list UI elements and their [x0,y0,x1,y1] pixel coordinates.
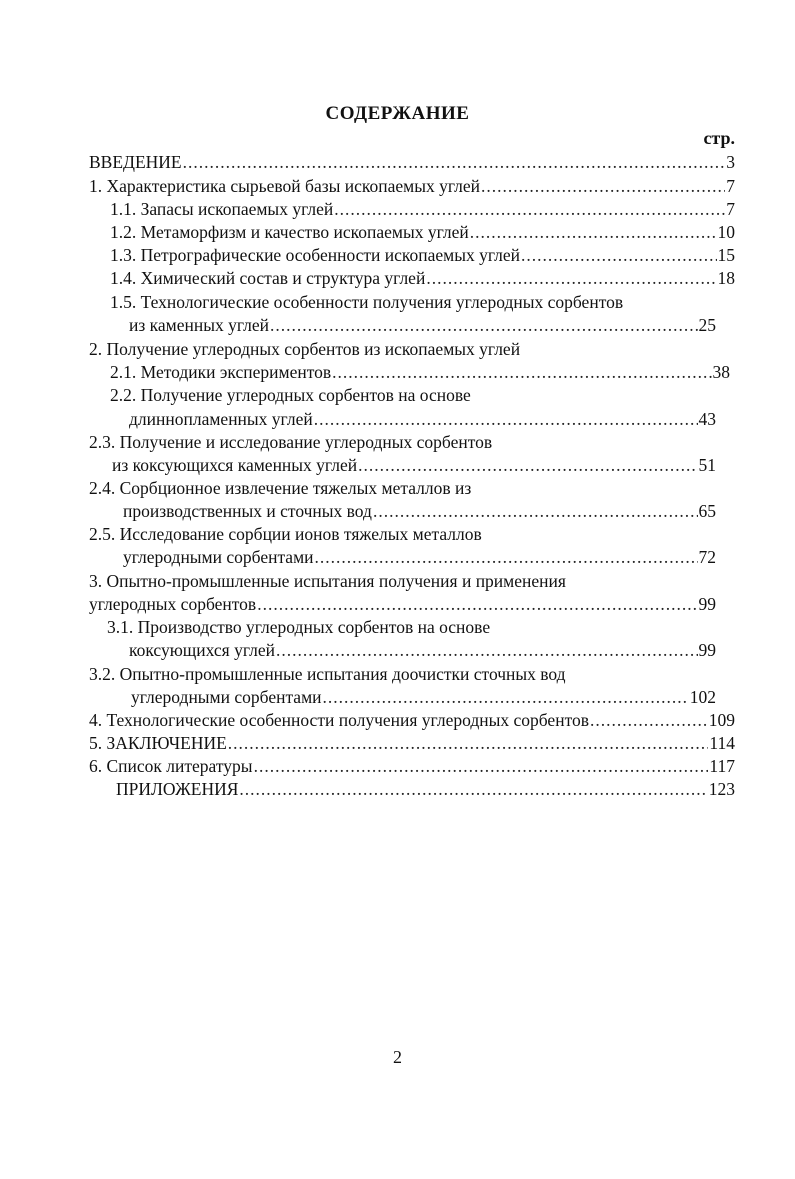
toc-entry-section-1-3[interactable] [110,244,735,267]
toc-entry-text: углеродными сорбентами [131,687,322,707]
page-title: СОДЕРЖАНИЕ [325,103,470,124]
toc-entry-section-2-5-line1[interactable]: 2.5. Исследование сорбции ионов тяжелых металлов [89,524,482,544]
toc-entry-page: 99 [698,640,716,660]
leader-dots [590,709,708,732]
toc-entry-text: 1. Характеристика сырьевой базы ископаемых углей [89,176,481,196]
leader-dots [314,408,698,431]
toc-entry-page: 123 [708,779,735,799]
toc-entry-text: углеродных сорбентов [89,594,257,614]
toc-entry-text: 1.3. Петрографические особенности ископаемых углей [110,245,521,265]
toc-entry-section-2-2-line2[interactable] [129,408,716,431]
page-column-label: стр. [703,128,735,148]
leader-dots [334,198,725,221]
toc-entry-text: 6. Список литературы [89,756,253,776]
toc-entry-page: 7 [726,176,735,196]
toc-entry-chapter-6[interactable] [89,755,735,778]
toc-entry-section-1-5-line1[interactable]: 1.5. Технологические особенности получения углеродных сорбентов [110,292,624,312]
toc-entry-page: 10 [717,222,735,242]
toc-entry-intro[interactable] [89,151,735,174]
toc-entry-text: 1.1. Запасы ископаемых углей [110,199,334,219]
toc-entry-chapter-4[interactable] [89,709,735,732]
toc-entry-section-2-2-line1[interactable]: 2.2. Получение углеродных сорбентов на основе [110,385,471,405]
toc-entry-section-3-2-line2[interactable] [131,686,716,709]
toc-entry-section-1-4[interactable] [110,267,735,290]
toc-entry-section-1-2[interactable] [110,221,735,244]
leader-dots [373,500,698,523]
toc-entry-chapter-3-line1[interactable]: 3. Опытно-промышленные испытания получения и применения [89,571,566,591]
toc-entry-chapter-1[interactable] [89,175,735,198]
toc-entry-section-2-5-line2[interactable] [123,546,716,569]
toc-entry-text: углеродными сорбентами [123,547,314,567]
toc-entry-page: 38 [712,362,730,382]
leader-dots [228,732,709,755]
leader-dots [239,778,707,801]
toc-entry-section-2-3-line2[interactable] [112,454,716,477]
toc-entry-text: 5. ЗАКЛЮЧЕНИЕ [89,733,227,753]
toc-entry-section-2-3-line1[interactable]: 2.3. Получение и исследование углеродных сорбентов [89,432,493,452]
toc-entry-page: 117 [709,756,735,776]
toc-entry-text: ПРИЛОЖЕНИЯ [116,779,239,799]
toc-entry-page: 25 [698,315,716,335]
leader-dots [323,686,689,709]
toc-entry-page: 15 [717,245,735,265]
toc-entry-section-1-5-line2[interactable] [129,314,716,337]
toc-entry-page: 72 [698,547,716,567]
toc-entry-page: 18 [717,268,735,288]
toc-entry-chapter-3-line2[interactable] [89,593,716,616]
leader-dots [257,593,697,616]
leader-dots [254,755,709,778]
toc-entry-page: 3 [726,152,735,172]
toc-entry-page: 102 [689,687,716,707]
leader-dots [332,361,711,384]
toc-entry-section-2-4-line1[interactable]: 2.4. Сорбционное извлечение тяжелых металлов из [89,478,472,498]
toc-entry-page: 51 [698,455,716,475]
toc-entry-page: 65 [698,501,716,521]
toc-entry-text: коксующихся углей [129,640,275,660]
toc-entry-text: производственных и сточных вод [123,501,372,521]
leader-dots [276,639,698,662]
toc-entry-section-3-1-line2[interactable] [129,639,716,662]
toc-entry-page: 114 [709,733,735,753]
leader-dots [358,454,697,477]
toc-entry-page: 43 [698,409,716,429]
toc-entry-page: 99 [698,594,716,614]
toc-entry-text: длиннопламенных углей [129,409,313,429]
toc-entry-page: 7 [726,199,735,219]
leader-dots [270,314,697,337]
toc-entry-section-3-2-line1[interactable]: 3.2. Опытно-промышленные испытания доочистки сточных вод [89,664,566,684]
toc-entry-appendix[interactable] [116,778,735,801]
toc-entry-text: 4. Технологические особенности получения углеродных сорбентов [89,710,589,730]
toc-entry-section-2-4-line2[interactable] [123,500,716,523]
toc-entry-text: из каменных углей [129,315,270,335]
leader-dots [315,546,698,569]
toc-entry-chapter-5[interactable] [89,732,735,755]
leader-dots [426,267,716,290]
toc-entry-section-3-1-line1[interactable]: 3.1. Производство углеродных сорбентов на основе [107,617,491,637]
toc-entry-chapter-2[interactable]: 2. Получение углеродных сорбентов из ископаемых углей [89,339,521,359]
toc-entry-text: 1.2. Метаморфизм и качество ископаемых углей [110,222,469,242]
leader-dots [521,244,716,267]
toc-entry-page: 109 [708,710,735,730]
toc-entry-text: ВВЕДЕНИЕ [89,152,182,172]
leader-dots [470,221,717,244]
page-number: 2 [393,1047,402,1067]
leader-dots [183,151,726,174]
leader-dots [481,175,725,198]
toc-entry-text: 1.4. Химический состав и структура углей [110,268,426,288]
toc-entry-text: 2.1. Методики экспериментов [110,362,332,382]
toc-entry-text: из коксующихся каменных углей [112,455,358,475]
toc-entry-section-2-1[interactable] [110,361,730,384]
toc-entry-section-1-1[interactable] [110,198,735,221]
